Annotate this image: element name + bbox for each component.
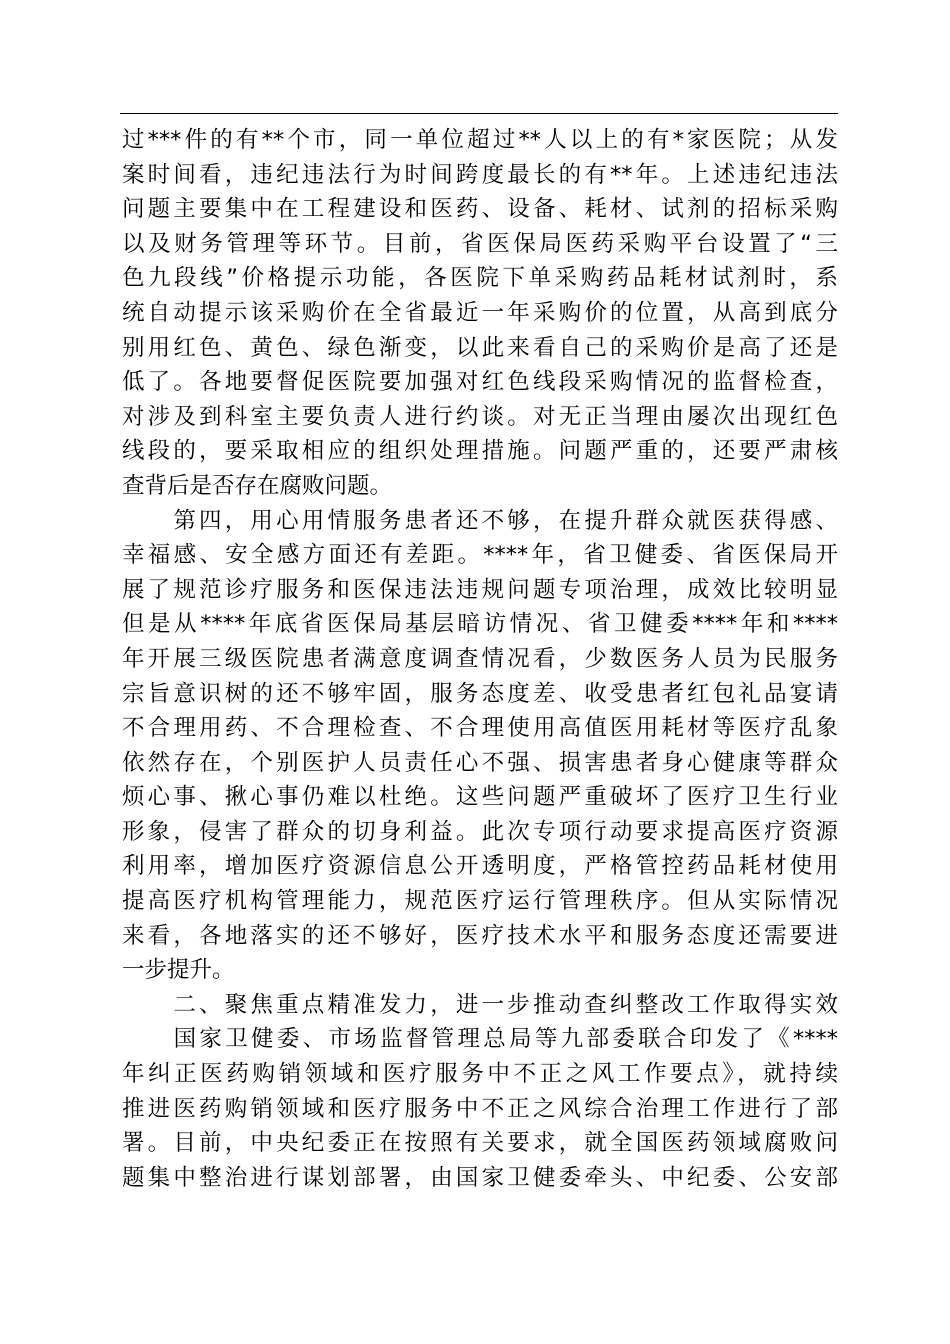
text-line: 国家卫健委、市场监督管理总局等九部委联合印发了《****	[122, 1026, 838, 1053]
text-line: 色九段线”价格提示功能，各医院下单采购药品耗材试剂时，系	[122, 265, 838, 292]
text-line: 但是从****年底省医保局基层暗访情况、省卫健委****年和****	[122, 611, 838, 638]
text-line: 年开展三级医院患者满意度调查情况看，少数医务人员为民服务	[122, 645, 838, 672]
text-line: 来看，各地落实的还不够好，医疗技术水平和服务态度还需要进	[122, 922, 838, 949]
body-text	[122, 123, 838, 1195]
text-line: 推进医药购销领域和医疗服务中不正之风综合治理工作进行了部	[122, 1095, 838, 1122]
text-line: 别用红色、黄色、绿色渐变，以此来看自己的采购价是高了还是	[122, 334, 838, 361]
text-line: 对涉及到科室主要负责人进行约谈。对无正当理由屡次出现红色	[122, 403, 838, 430]
text-line: 依然存在，个别医护人员责任心不强、损害患者身心健康等群众	[122, 749, 838, 776]
text-line: 一步提升。	[122, 957, 235, 984]
header-rule	[120, 113, 838, 114]
text-line: 幸福感、安全感方面还有差距。****年，省卫健委、省医保局开	[122, 542, 838, 569]
text-line: 提高医疗机构管理能力，规范医疗运行管理秩序。但从实际情况	[122, 888, 838, 915]
text-line: 第四，用心用情服务患者还不够，在提升群众就医获得感、	[122, 507, 838, 534]
text-line: 烦心事、揪心事仍难以杜绝。这些问题严重破坏了医疗卫生行业	[122, 784, 838, 811]
text-line: 利用率，增加医疗资源信息公开透明度，严格管控药品耗材使用	[122, 853, 838, 880]
text-line: 题集中整治进行谋划部署，由国家卫健委牵头、中纪委、公安部	[122, 1164, 838, 1191]
text-line: 过***件的有**个市，同一单位超过**人以上的有*家医院；从发	[122, 127, 838, 153]
text-line: 问题主要集中在工程建设和医药、设备、耗材、试剂的招标采购	[122, 196, 838, 223]
text-line: 低了。各地要督促医院要加强对红色线段采购情况的监督检查，	[122, 369, 838, 396]
text-line: 统自动提示该采购价在全省最近一年采购价的位置，从高到底分	[122, 299, 838, 326]
text-line: 展了规范诊疗服务和医保违法违规问题专项治理，成效比较明显	[122, 576, 838, 603]
text-line: 宗旨意识树的还不够牢固，服务态度差、收受患者红包礼品宴请	[122, 680, 838, 707]
text-line: 署。目前，中央纪委正在按照有关要求，就全国医药领域腐败问	[122, 1130, 838, 1157]
text-line: 以及财务管理等环节。目前，省医保局医药采购平台设置了“三	[122, 230, 838, 257]
text-line: 查背后是否存在腐败问题。	[122, 472, 393, 499]
text-line: 年纠正医药购销领域和医疗服务中不正之风工作要点》，就持续	[122, 1061, 838, 1088]
text-line: 线段的，要采取相应的组织处理措施。问题严重的，还要严肃核	[122, 438, 838, 465]
text-line: 案时间看，违纪违法行为时间跨度最长的有**年。上述违纪违法	[122, 161, 838, 188]
text-line: 形象，侵害了群众的切身利益。此次专项行动要求提高医疗资源	[122, 818, 838, 845]
text-line: 不合理用药、不合理检查、不合理使用高值医用耗材等医疗乱象	[122, 715, 838, 742]
section-heading: 二、聚焦重点精准发力，进一步推动查纠整改工作取得实效	[122, 991, 838, 1018]
